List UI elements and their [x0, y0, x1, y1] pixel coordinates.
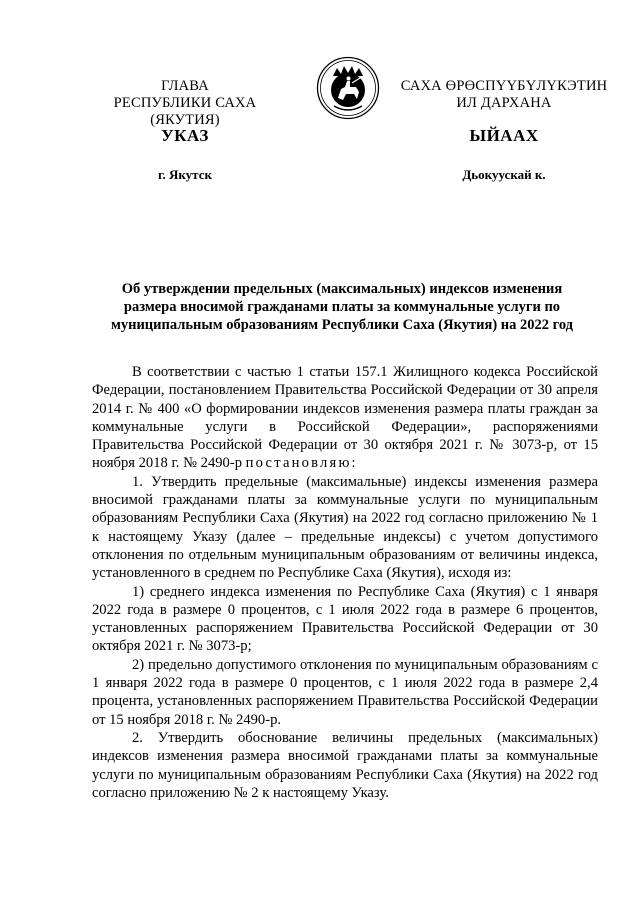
preamble-decree-word: постановляю:	[245, 455, 358, 472]
paragraph-item-1: 1. Утвердить предельные (максимальные) индексы изменения размера вносимой гражданами платы за коммунальные услуги по муниципальным образованиям Республики Саха (Якутия) на 2022 год согласно приложению № 1 к настоящему Указу (далее – предельные индексы) с учетом допустимого отклонения по отдельным муниципальным образованиям от величины индекса, установленного в среднем по Республике Саха (Якутия), исходя из:	[92, 473, 598, 582]
document-title	[92, 280, 592, 334]
paragraph-subitem-1: 1) среднего индекса изменения по Республике Саха (Якутия) с 1 января 2022 года в размере 0 процентов, с 1 июля 2022 года в размере 6 процентов, установленных распоряжением Правительства Российской Федерации от 30 октября 2021 г. № 3073-р;	[92, 583, 598, 655]
city-sah: Дьокуускай к.	[462, 167, 546, 182]
issuer-ru-line2: РЕСПУБЛИКИ САХА (ЯКУТИЯ)	[113, 95, 257, 128]
paragraph-subitem-2: 2) предельно допустимого отклонения по муниципальным образованиям с 1 января 2022 года в размере 0 процентов, с 1 июля 2022 года в размере 2,4 процента, установленных распоряжением Правительства Российской Федерации от 15 ноября 2018 г. № 2490-р.	[92, 656, 598, 728]
preamble-text: В соответствии с частью 1 статьи 157.1 Жилищного кодекса Российской Федерации, постановлением Правительства Российской Федерации от 30 апреля 2014 г. № 400 «О формировании индексов изменения размера платы граждан за коммунальные услуги в Российской Федерации», распоряжениями Правительства Российской Федерации от 30 октября 2021 г. № 3073-р, от 15 ноября 2018 г. № 2490-р	[92, 364, 598, 472]
title-line-2: размера вносимой гражданами платы за коммунальные услуги по	[123, 299, 561, 315]
decree-type-ru: УКАЗ	[161, 126, 209, 145]
city-ru: г. Якутск	[158, 167, 212, 182]
document-body	[92, 363, 598, 802]
issuer-ru-line1: ГЛАВА	[161, 78, 209, 94]
decree-type-sah: ЫЙААХ	[469, 126, 539, 145]
paragraph-item-2: 2. Утвердить обоснование величины предельных (максимальных) индексов изменения размера вносимой гражданами платы за коммунальные услуги по муниципальным образованиям Республики Саха (Якутия) на 2022 год согласно приложению № 2 к настоящему Указу.	[92, 729, 598, 801]
issuer-sah-line2: ИЛ ДАРХАНА	[456, 95, 552, 111]
issuer-sah-line1: САХА ӨРӨСПҮҮБҮЛҮКЭТИН	[400, 78, 608, 94]
sakha-republic-coat-of-arms-icon	[316, 56, 380, 120]
title-line-3: муниципальным образованиям Республики Саха (Якутия) на 2022 год	[110, 317, 574, 333]
issuer-sah	[388, 78, 620, 112]
title-line-1: Об утверждении предельных (максимальных) индексов изменения	[121, 281, 563, 297]
issuer-ru	[80, 78, 290, 129]
paragraph-preamble	[92, 363, 598, 473]
